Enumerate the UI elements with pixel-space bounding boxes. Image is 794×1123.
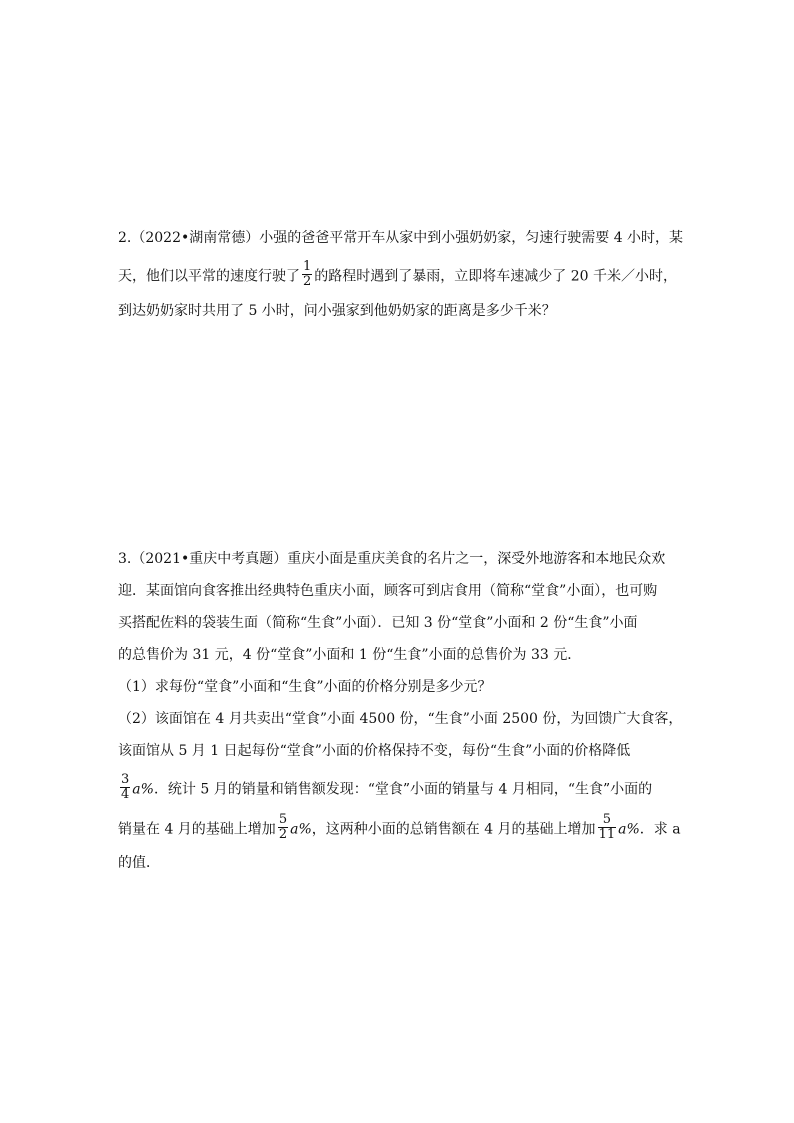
- q3-line-4-text-mid: ，这两种小面的总销售额在 4 月的基础上增加: [311, 821, 596, 838]
- q3-part-1: （1）求每份“堂食”小面和“生食”小面的价格分别是多少元？: [118, 679, 492, 695]
- q2-line-2-text-after: 的路程时遇到了暴雨，立即将车速减少了 20 千米／小时，: [314, 268, 677, 285]
- q3-part-2-line-3: [118, 772, 653, 804]
- q3-part-2-line-5: 的值．: [118, 855, 160, 871]
- q3-line-3: 买搭配佐料的袋装生面（简称“生食”小面）．已知 3 份“堂食”小面和 2 份“生食”小面: [118, 615, 638, 631]
- q2-line-2-text-before: 天，他们以平常的速度行驶了: [118, 268, 300, 285]
- q2-line-2: [118, 259, 677, 291]
- q3-line-2: 迎．某面馆向食客推出经典特色重庆小面，顾客可到店食用（简称“堂食”小面），也可购: [118, 583, 658, 599]
- q3-fraction-2-numerator: 5: [598, 813, 617, 828]
- q3-variable-a-percent-2: a%: [618, 821, 640, 838]
- q3-variable-a-percent-1: a%: [290, 821, 312, 838]
- q3-fraction-denominator: 4: [121, 787, 130, 802]
- q3-line-4-text-before: 销量在 4 月的基础上增加: [118, 821, 276, 838]
- q3-fraction-1-denominator: 2: [278, 827, 288, 842]
- q3-fraction-numerator: 3: [121, 772, 130, 787]
- q3-part-2-line-2: 该面馆从 5 月 1 日起每份“堂食”小面的价格保持不变，每份“生食”小面的价格降低: [118, 743, 631, 759]
- q3-part-2-line-1: （2）该面馆在 4 月共卖出“堂食”小面 4500 份，“生食”小面 2500 份，为回馈广大食客，: [118, 711, 683, 727]
- q3-fraction-three-quarters: [120, 773, 130, 802]
- q2-fraction-half: [302, 260, 312, 289]
- q3-line-1: 3.（2021•重庆中考真题）重庆小面是重庆美食的名片之一，深受外地游客和本地民众欢: [118, 551, 666, 567]
- q3-part-2-line-4: [118, 812, 681, 844]
- q2-fraction-denominator: 2: [303, 274, 312, 289]
- q3-fraction-2-denominator: 11: [598, 827, 616, 842]
- q2-line-1: 2.（2022•湖南常德）小强的爸爸平常开车从家中到小强奶奶家，匀速行驶需要 4 小时，某: [118, 230, 684, 246]
- q3-fraction-five-halves: [278, 813, 288, 842]
- q3-line-4: 的总售价为 31 元，4 份“堂食”小面和 1 份“生食”小面的总售价为 33 元．: [118, 647, 582, 663]
- q2-fraction-numerator: 1: [303, 259, 312, 274]
- q3-fraction-five-elevenths: [598, 813, 617, 842]
- q3-variable-a-percent: a%: [132, 781, 154, 798]
- q2-line-3: 到达奶奶家时共用了 5 小时，问小强家到他奶奶家的距离是多少千米？: [118, 303, 556, 319]
- q3-fraction-1-numerator: 5: [278, 812, 288, 827]
- q3-line-4-text-after: ．求 a: [639, 821, 681, 838]
- q3-line-3-text-after: ．统计 5 月的销量和销售额发现：“堂食”小面的销量与 4 月相同，“生食”小面的: [153, 781, 653, 798]
